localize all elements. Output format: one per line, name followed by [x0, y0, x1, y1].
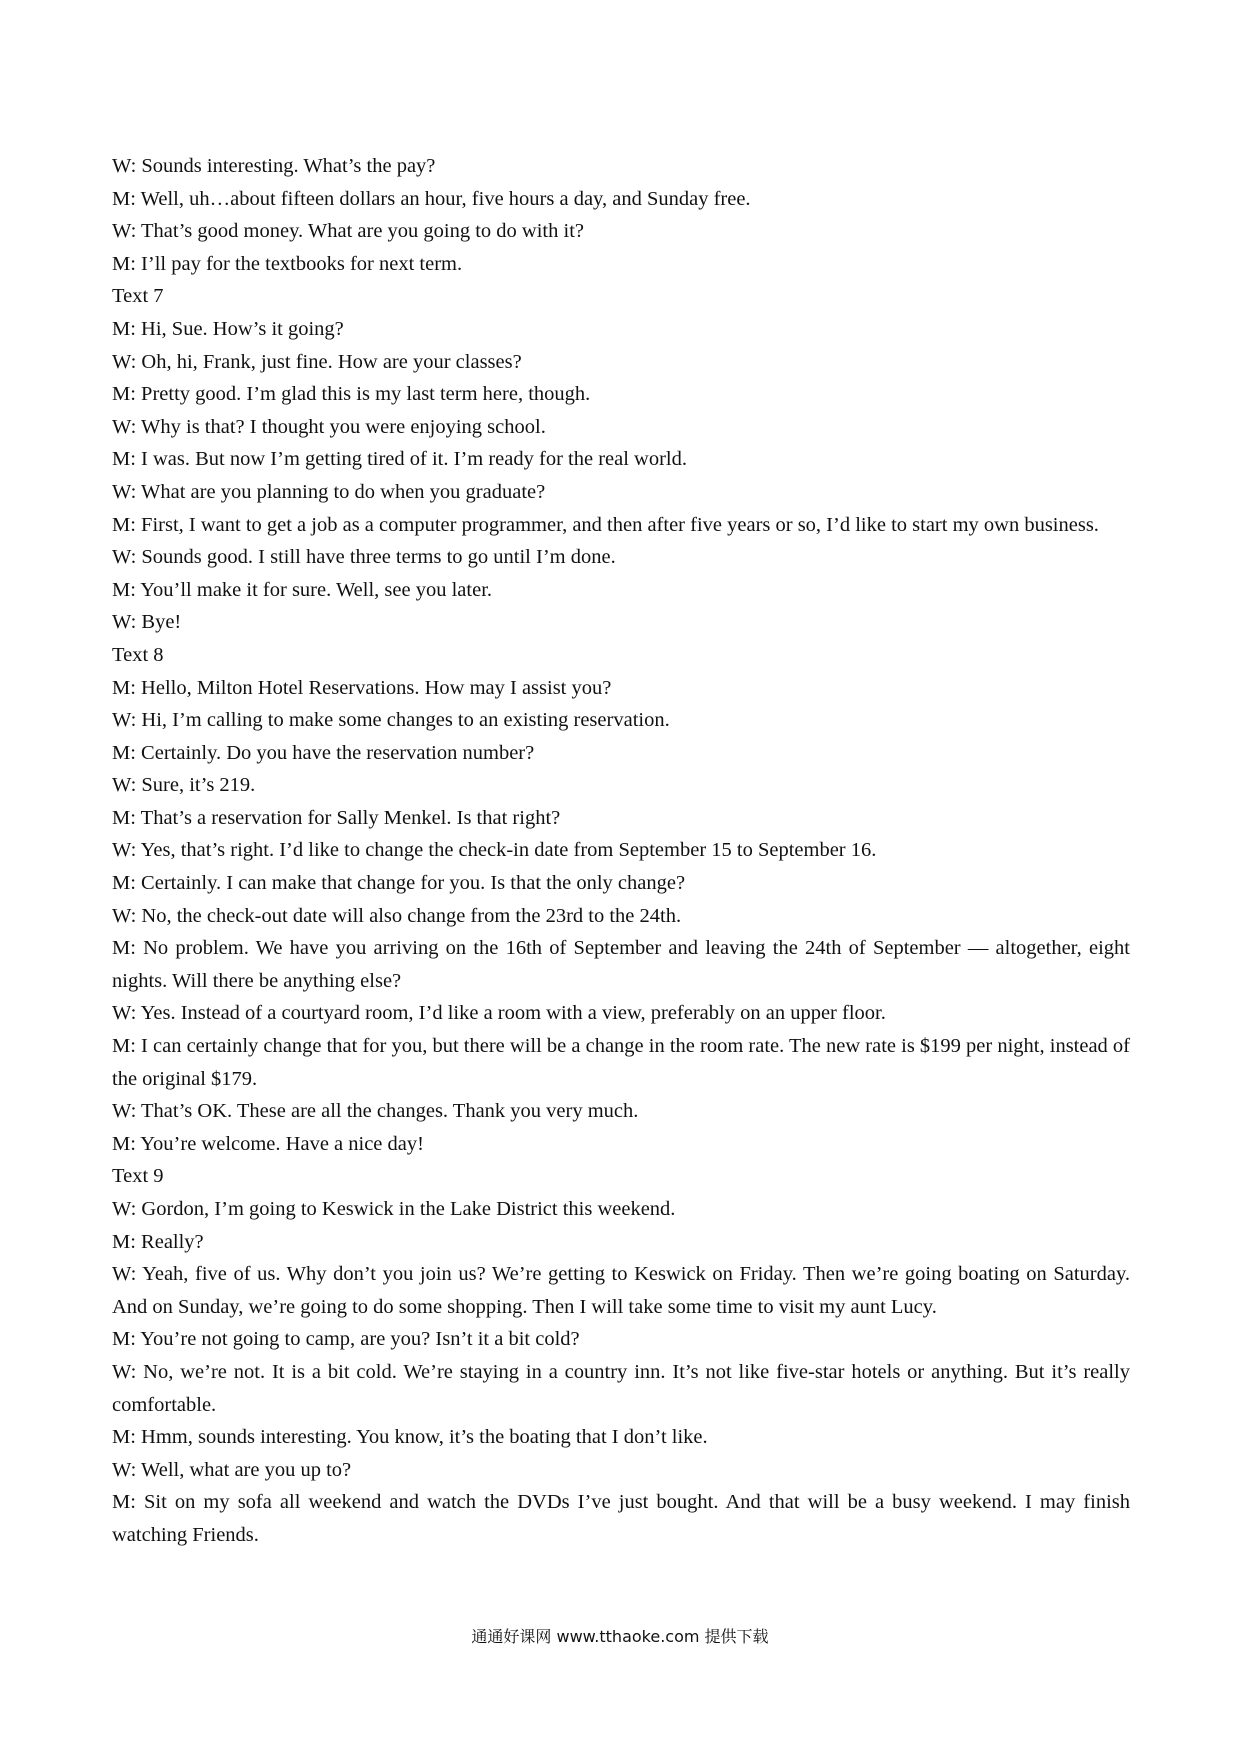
transcript-line: W: No, the check-out date will also change from the 23rd to the 24th. [112, 904, 682, 927]
transcript-line: W: That’s good money. What are you going to do with it? [112, 220, 584, 243]
section-heading: Text 9 [112, 1165, 164, 1188]
transcript-line: M: Pretty good. I’m glad this is my last term here, though. [112, 383, 591, 406]
transcript-line: M: You’ll make it for sure. Well, see you later. [112, 578, 493, 601]
transcript-line: M: That’s a reservation for Sally Menkel. Is that right? [112, 806, 561, 829]
transcript-line: M: Hello, Milton Hotel Reservations. How may I assist you? [112, 676, 612, 699]
transcript-line: W: Well, what are you up to? [112, 1458, 352, 1481]
transcript-line: W: Why is that? I thought you were enjoying school. [112, 415, 546, 438]
transcript-line: M: Really? [112, 1230, 204, 1253]
transcript-line: M: You’re welcome. Have a nice day! [112, 1132, 424, 1155]
transcript-line: M: Hi, Sue. How’s it going? [112, 317, 344, 340]
transcript-line: W: Sounds good. I still have three terms to go until I’m done. [112, 546, 616, 569]
transcript-line: W: Sure, it’s 219. [112, 774, 256, 797]
transcript-line: W: Bye! [112, 611, 182, 634]
transcript-line: M: Certainly. I can make that change for you. Is that the only change? [112, 872, 686, 895]
transcript-line: W: No, we’re not. It is a bit cold. We’re staying in a country inn. It’s not like five-star hotels or anything. But it’s really comfortable. [112, 1360, 1130, 1416]
page-footer: 通通好课网 www.tthaoke.com 提供下载 [471, 1627, 769, 1646]
transcript-line: W: What are you planning to do when you graduate? [112, 480, 546, 503]
transcript-line: W: Oh, hi, Frank, just fine. How are your classes? [112, 350, 522, 373]
transcript-line: M: Hmm, sounds interesting. You know, it’s the boating that I don’t like. [112, 1426, 708, 1449]
transcript-line: M: No problem. We have you arriving on the 16th of September and leaving the 24th of September — altogether, eight nights. Will there be anything else? [112, 937, 1130, 992]
transcript-line: M: I was. But now I’m getting tired of it. I’m ready for the real world. [112, 448, 687, 471]
transcript-line: M: Certainly. Do you have the reservation number? [112, 741, 535, 764]
transcript-line: M: Well, uh…about fifteen dollars an hour, five hours a day, and Sunday free. [112, 187, 751, 210]
transcript-line: M: First, I want to get a job as a computer programmer, and then after five years or so, I’d like to start my own business. [112, 513, 1099, 536]
transcript-line: W: Yeah, five of us. Why don’t you join us? We’re getting to Keswick on Friday. Then we’re going boating on Saturday. And on Sunday, we’re going to do some shopping. Then I will take some time to visit my aunt Lucy. [112, 1263, 1130, 1318]
transcript-line: W: That’s OK. These are all the changes. Thank you very much. [112, 1100, 639, 1123]
transcript-line: M: Sit on my sofa all weekend and watch the DVDs I’ve just bought. And that will be a busy weekend. I may finish watching Friends. [112, 1491, 1130, 1546]
transcript-line: W: Hi, I’m calling to make some changes to an existing reservation. [112, 709, 670, 732]
transcript-line: M: You’re not going to camp, are you? Isn’t it a bit cold? [112, 1328, 580, 1351]
section-heading: Text 7 [112, 285, 164, 308]
transcript-body [112, 150, 1130, 1552]
transcript-line: W: Sounds interesting. What’s the pay? [112, 155, 436, 177]
transcript-line: W: Gordon, I’m going to Keswick in the Lake District this weekend. [112, 1198, 676, 1220]
transcript-line: W: Yes, that’s right. I’d like to change the check-in date from September 15 to September 16. [112, 839, 877, 862]
transcript-line: M: I’ll pay for the textbooks for next term. [112, 252, 463, 275]
section-heading: Text 8 [112, 643, 164, 666]
transcript-line: M: I can certainly change that for you, but there will be a change in the room rate. The new rate is $199 per night, instead of the original $179. [112, 1035, 1131, 1090]
transcript-line: W: Yes. Instead of a courtyard room, I’d like a room with a view, preferably on an upper floor. [112, 1002, 886, 1025]
